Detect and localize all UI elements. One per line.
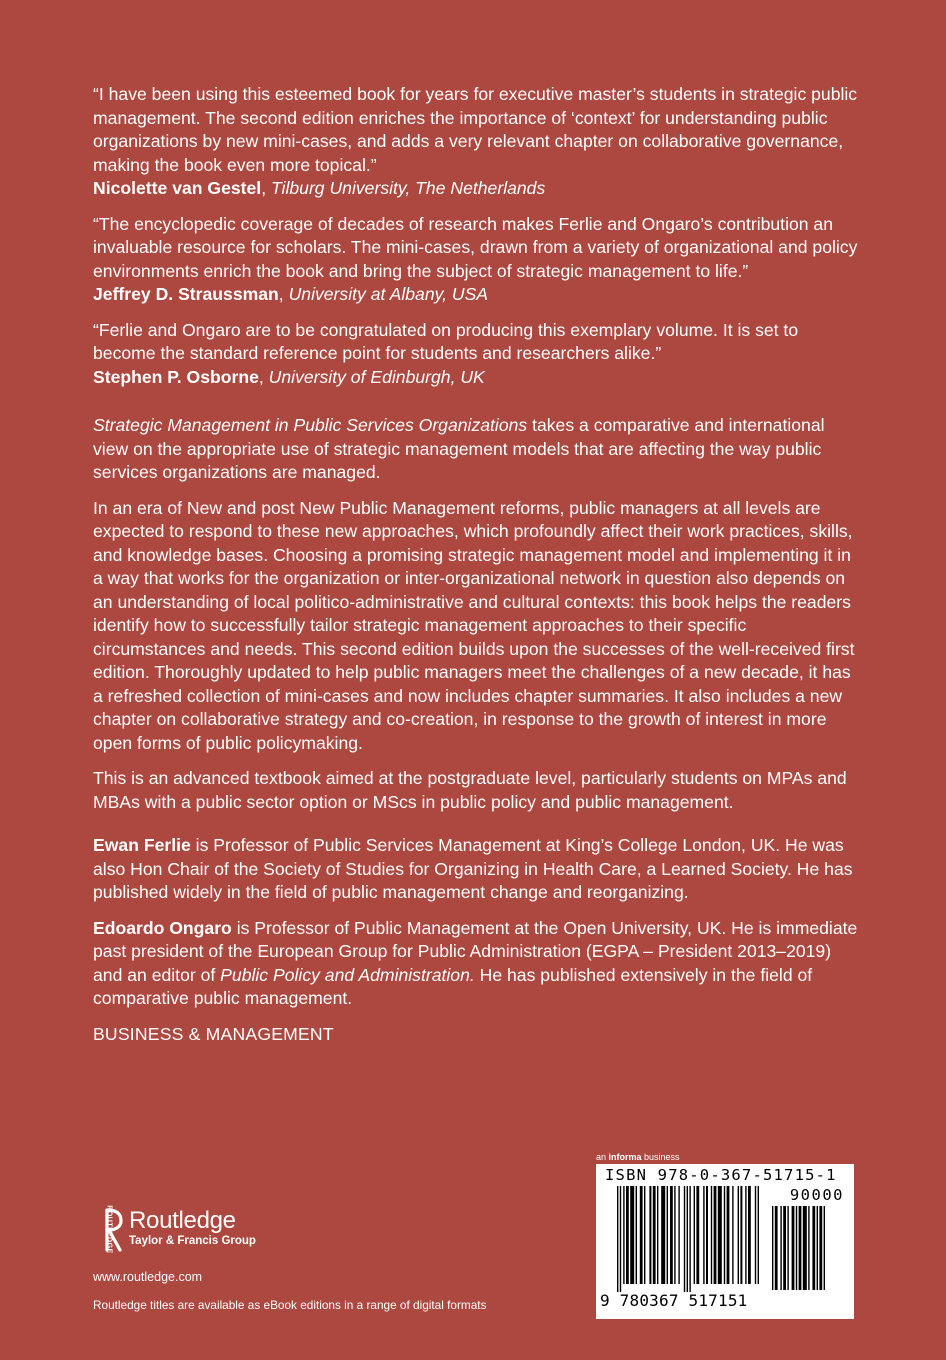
endorsement-name: Nicolette van Gestel: [93, 178, 262, 198]
barcode-bar: [792, 1206, 795, 1290]
description-paragraph: In an era of New and post New Public Management reforms, public managers at all levels are expected to respond to these new approaches, which profoundly affect their work practices, skills, and knowledge bases. Choosing a promising strategic management model and implementing it in a way that works for the organization or inter-organizational network in question also depends on an understanding of local politico-administrative and cultural contexts: this book helps the readers identify how to successfully tailor strategic management approaches to their specific circumstances and needs. This second edition builds upon the successes of the well-received first edition. Thoroughly updated to help public managers meet the challenges of a new decade, it has a refreshed collection of mini-cases and now includes chapter summaries. It also includes a new chapter on collaborative strategy and co-creation, in response to the growth of interest in more open forms of public policymaking.: [93, 497, 855, 753]
author-name: Ewan Ferlie: [93, 835, 191, 855]
barcode-bar: [630, 1186, 634, 1284]
endorsement-quote: “I have been using this esteemed book for years for executive master’s students in strategic public management. The second edition enriches the importance of ‘context’ for understanding public organizations by new mini-cases, and adds a very relevant chapter on collaborative governance, making the book even more topical.”: [93, 84, 858, 175]
barcode-bar: [727, 1186, 730, 1284]
barcode-bar: [640, 1186, 643, 1284]
back-cover-text: [93, 83, 863, 1046]
journal-title: Public Policy and Administration.: [220, 964, 475, 985]
barcode-bar: [678, 1186, 679, 1284]
barcode-bar: [667, 1186, 668, 1284]
barcode-bar: [674, 1186, 675, 1284]
endorsement-3: “Ferlie and Ongaro are to be congratulated on producing this exemplary volume. It is set to become the standard reference point for students and researchers alike.” Stephen P. Osborne, University of Edinburgh, UK: [93, 319, 863, 390]
barcode-bar: [803, 1206, 807, 1290]
barcode-bar: [740, 1186, 742, 1284]
barcode-bar: [748, 1186, 751, 1284]
barcode-bar: [817, 1206, 818, 1290]
subject-category: BUSINESS & MANAGEMENT: [93, 1023, 334, 1044]
endorsement-2: “The encyclopedic coverage of decades of research makes Ferlie and Ongaro’s contribution an invaluable resource for scholars. The mini-cases, drawn from a variety of organizational and policy environments enrich the book and bring the subject of strategic management to life.” Jeffrey D. Straussman, University at Albany, USA: [93, 213, 863, 307]
endorsement-quote: “The encyclopedic coverage of decades of research makes Ferlie and Ongaro’s contribution an invaluable resource for scholars. The mini-cases, drawn from a variety of organizational and policy environments enrich the book and bring the subject of strategic management to life.”: [93, 213, 858, 281]
barcode-bar: [657, 1186, 658, 1284]
barcode-bar: [626, 1186, 629, 1284]
barcode-bar: [711, 1186, 712, 1284]
barcode-bar: [745, 1186, 746, 1284]
barcode-bar: [758, 1186, 759, 1284]
barcode-bar: [653, 1186, 656, 1284]
author-bio-ferlie: Ewan Ferlie is Professor of Public Services Management at King’s College London, UK. He was also Hon Chair of the Society of Studies for Organizing in Health Care, a Learned Society. He has published widely in the field of public management change and reorganizing.: [93, 835, 853, 902]
author-name: Edoardo Ongaro: [93, 917, 232, 938]
ebook-note: Routledge titles are available as eBook editions in a range of digital formats: [93, 1298, 487, 1312]
barcode-bar: [799, 1206, 802, 1290]
endorsement-affiliation: Tilburg University, The Netherlands: [270, 178, 546, 198]
barcode-bar: [714, 1186, 717, 1284]
barcode-bar: [819, 1206, 822, 1290]
barcode-bar: [620, 1186, 621, 1292]
author-bio-ongaro: Edoardo Ongaro is Professor of Public Management at the Open University, UK. He is immediate past president of the European Group for Public Administration (EGPA – President 2013–2019) and an editor of Public Policy and Administration. He has published extensively in the field of comparative public management.: [93, 917, 858, 1008]
publisher-block: [93, 1205, 573, 1312]
barcode-bar: [696, 1186, 699, 1284]
endorsement-name: Stephen P. Osborne: [93, 366, 259, 387]
barcode-bar: [796, 1206, 797, 1290]
barcode-bar: [808, 1206, 809, 1290]
barcode-bar: [687, 1186, 688, 1292]
routledge-logo-icon: ROUTLEDGE: [93, 1208, 123, 1254]
barcode-bar: [775, 1206, 778, 1290]
description-paragraph: This is an advanced textbook aimed at the postgraduate level, particularly students on MPAs and MBAs with a public sector option or MScs in public policy and public management.: [93, 768, 847, 812]
barcode-bar: [689, 1186, 690, 1292]
barcode-bar: [617, 1186, 618, 1292]
barcode-bar: [755, 1186, 756, 1284]
barcode-box: [596, 1164, 854, 1319]
barcode-bar: [703, 1186, 704, 1284]
endorsement-affiliation: University at Albany, USA: [288, 284, 489, 304]
endorsement-quote: “Ferlie and Ongaro are to be congratulated on producing this exemplary volume. It is set to become the standard reference point for students and researchers alike.”: [93, 319, 799, 363]
publisher-group: Taylor & Francis Group: [129, 1235, 256, 1247]
endorsement-affiliation: University of Edinburgh, UK: [268, 366, 485, 387]
barcode-bar: [812, 1206, 815, 1290]
barcode-bar: [787, 1206, 788, 1290]
barcode-bar: [780, 1206, 781, 1290]
barcode-bar: [732, 1186, 733, 1284]
barcode-bar: [644, 1186, 645, 1284]
ean-digits: 9 780367 517151: [600, 1291, 748, 1310]
barcode-bar: [772, 1206, 773, 1290]
barcode-bar: [649, 1186, 651, 1284]
publisher-name: Routledge: [129, 1207, 236, 1234]
barcode-bar: [623, 1186, 624, 1284]
endorsement-1: “I have been using this esteemed book for years for executive master’s students in strategic public management. The second edition enriches the importance of ‘context’ for understanding public organizations by new mini-cases, and adds a very relevant chapter on collaborative governance, making the book even more topical.” Nicolette van Gestel, Tilburg University, The Netherlands: [93, 83, 863, 201]
book-title: Strategic Management in Public Services Organizations: [93, 415, 528, 435]
informa-business-label: an informa business: [596, 1152, 680, 1162]
price-code: 90000: [789, 1186, 844, 1204]
barcode-bar: [684, 1186, 685, 1292]
barcode-bar: [636, 1186, 637, 1284]
barcode-area: [596, 1152, 854, 1319]
endorsement-name: Jeffrey D. Straussman: [93, 284, 279, 304]
isbn-label: ISBN 978-0-367-51715-1: [605, 1166, 837, 1184]
barcode-bar: [661, 1186, 665, 1284]
barcode-bar: [718, 1186, 722, 1284]
barcode-bar: [824, 1206, 825, 1290]
barcode-bar: [724, 1186, 725, 1284]
barcode-bar: [694, 1186, 695, 1284]
description-intro: Strategic Management in Public Services Organizations takes a comparative and international view on the appropriate use of strategic management models that are affecting the way public services organizations are managed.: [93, 415, 825, 482]
publisher-website[interactable]: www.routledge.com: [93, 1270, 203, 1284]
ean-barcode: [617, 1186, 765, 1292]
barcode-bar: [706, 1186, 708, 1284]
addon-barcode: [772, 1206, 838, 1290]
barcode-bar: [670, 1186, 673, 1284]
barcode-bar: [738, 1186, 739, 1284]
barcode-bar: [783, 1206, 786, 1290]
